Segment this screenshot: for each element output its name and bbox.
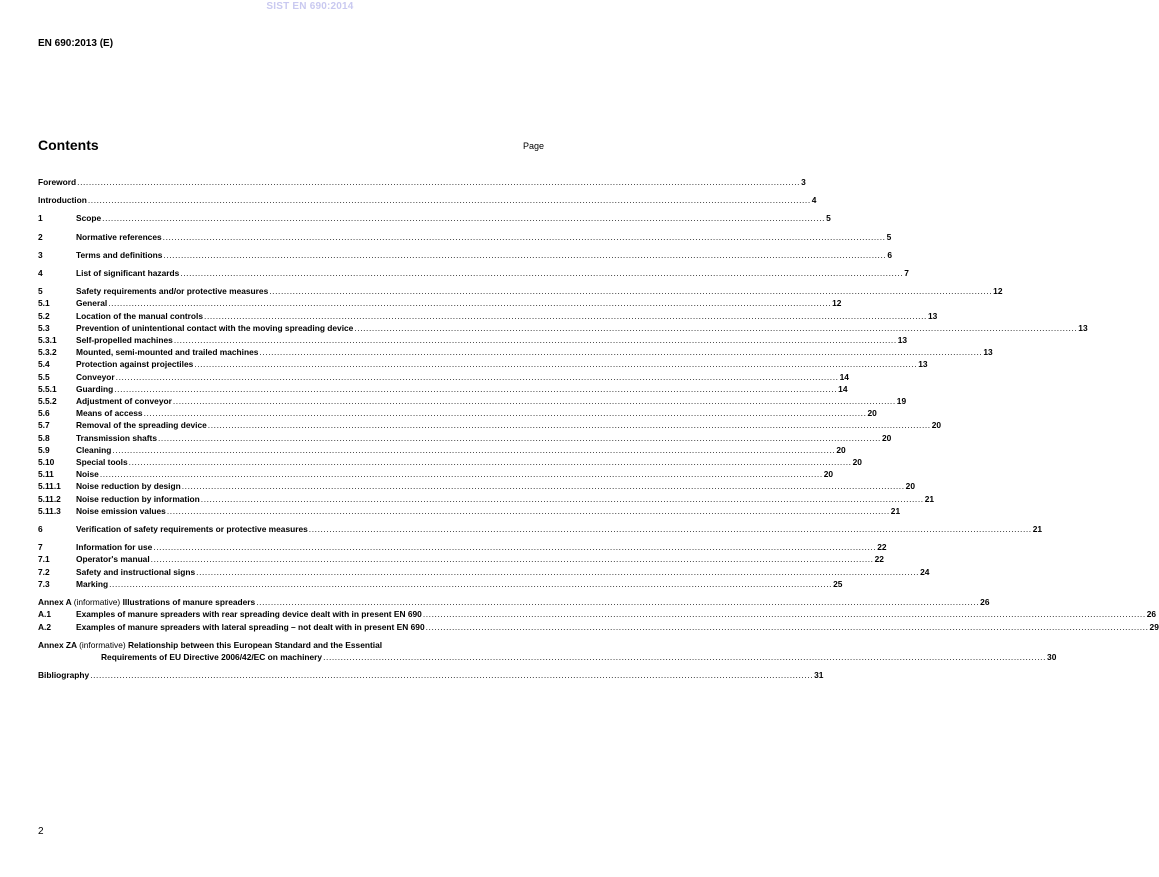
toc-title: Safety and instructional signs [76,566,196,577]
toc-number: 5.11.2 [38,493,61,504]
dot-leader [102,212,825,224]
dot-leader [196,566,919,578]
toc-title: Safety requirements and/or protective measures [76,286,269,297]
toc-number: A.1 [38,609,52,620]
document-id: EN 690:2013 (E) [38,38,114,49]
toc-title: Protection against projectiles [76,359,194,370]
toc-title: Special tools [76,457,128,468]
page-column-heading: Page [522,141,544,151]
toc-title: Noise reduction by design [76,481,181,492]
dot-leader [180,267,903,279]
toc-number: 5.3.1 [38,335,57,346]
toc-page: 13 [1078,322,1088,333]
toc-number: A.2 [38,621,52,632]
dot-leader [323,651,1046,663]
toc-page: 21 [1032,524,1043,535]
toc-title: Guarding [76,383,114,394]
toc-main-entries [38,176,1088,590]
toc-number: 3 [38,249,43,260]
toc-page: 13 [897,335,908,346]
toc-number: 5.6 [38,408,50,419]
dot-leader [109,578,832,590]
toc-number: 5.11.1 [38,481,61,492]
toc-entry[interactable] [38,322,1088,334]
toc-entry[interactable] [38,395,907,407]
toc-entry[interactable] [38,493,935,505]
toc-number: 7 [38,542,43,553]
toc-entry[interactable] [38,468,834,480]
toc-number: 1 [38,213,43,224]
dot-leader [100,468,823,480]
toc-entry[interactable] [38,456,862,468]
dot-leader [204,310,927,322]
toc-entry[interactable] [38,523,1043,535]
toc-page: 12 [832,298,842,309]
toc-entry[interactable] [38,444,846,456]
toc-title: Cleaning [76,444,112,455]
dot-leader [182,480,905,492]
toc-title: Prevention of unintentional contact with the moving spreading device [76,322,354,333]
dot-leader [129,456,852,468]
toc-entry[interactable] [38,194,817,206]
toc-entry[interactable] [38,176,806,188]
dot-leader [208,419,931,431]
dot-leader [309,523,1032,535]
toc-title: Information for use [76,542,153,553]
toc-number: 5.5.1 [38,383,57,394]
dot-leader [173,395,896,407]
toc-number: 5.4 [38,359,50,370]
toc-entry[interactable] [38,267,909,279]
toc-title: Self-propelled machines [76,335,173,346]
dot-leader [163,231,886,243]
toc-page: 26 [1146,609,1157,620]
dot-leader [151,553,874,565]
dot-leader [114,383,837,395]
toc-number: 2 [38,231,43,242]
toc-entry[interactable] [38,358,928,370]
toc-entry[interactable] [38,310,938,322]
toc-page: 20 [931,420,942,431]
toc-page: 14 [838,383,848,394]
toc-entry-annex-za[interactable] [38,639,1057,663]
watermark: SIST EN 690:2014 [266,1,354,12]
annex-za-note: (informative) [79,639,126,650]
toc-entry[interactable] [38,432,892,444]
toc-entry[interactable] [38,383,848,395]
toc-number: 5.7 [38,420,50,431]
toc-title: Noise emission values [76,505,166,516]
toc-title: Adjustment of conveyor [76,396,172,407]
dot-leader [426,621,1149,633]
dot-leader [116,371,839,383]
annex-a-label: Annex A [38,597,72,608]
toc-entry[interactable] [38,578,843,590]
toc-entry[interactable] [38,249,893,261]
toc-title: Normative references [76,231,162,242]
toc-number: 4 [38,268,43,279]
toc-entry[interactable] [38,334,908,346]
toc-page: 13 [918,359,928,370]
contents-heading: Contents [38,137,99,153]
toc-page: 24 [920,566,930,577]
toc-number: 5.3.2 [38,347,57,358]
toc-title: Operator's manual [76,554,150,565]
dot-leader [201,493,924,505]
toc-page: 12 [993,286,1003,297]
dot-leader [354,322,1077,334]
toc-title: General [76,298,108,309]
toc-entry[interactable] [38,212,831,224]
toc-entry-a1[interactable] [38,608,1157,620]
toc-number: 5.10 [38,457,55,468]
toc-page: 20 [881,432,892,443]
toc-page: 7 [904,268,909,279]
annex-za-label: Annex ZA [38,639,77,650]
toc-page: 29 [1149,621,1159,632]
toc-page: 3 [801,177,806,187]
dot-leader [423,608,1146,620]
dot-leader [269,285,992,297]
toc-number: 6 [38,524,43,535]
toc-entry[interactable] [38,419,942,431]
toc-title: Scope [76,213,102,224]
dot-leader [108,297,831,309]
toc-number: 5.8 [38,432,50,443]
dot-leader [77,176,800,188]
toc-entry-annex-a[interactable] [38,596,990,608]
toc-page: 20 [836,444,846,455]
toc-page: 20 [905,481,915,492]
dot-leader [144,407,867,419]
toc-page: 13 [983,347,993,358]
toc-title: Terms and definitions [76,249,163,260]
toc-entry[interactable] [38,407,877,419]
toc-number: 5.9 [38,444,50,455]
dot-leader [174,334,897,346]
dot-leader [153,541,876,553]
toc-page: 4 [811,195,817,206]
toc-number: 5 [38,286,43,297]
dot-leader [259,346,982,358]
dot-leader [88,194,811,206]
dot-leader [194,358,917,370]
toc-number: 7.1 [38,554,50,565]
toc-number: 7.3 [38,578,50,589]
toc-page: 5 [826,213,831,224]
toc-page: 13 [927,310,938,321]
toc-page: 14 [839,371,849,382]
toc-page: 21 [890,505,901,516]
toc-title: Location of the manual controls [76,310,204,321]
toc-entry-bibliography[interactable] [38,669,824,681]
annex-za-title-line1: Relationship between this European Standard and the Essential [127,639,383,650]
toc-number: 5.5.2 [38,396,57,407]
toc-title: Transmission shafts [76,432,157,443]
toc-entry[interactable] [38,566,930,578]
toc-title: Removal of the spreading device [76,420,207,431]
toc-title: Verification of safety requirements or protective measures [76,524,308,535]
toc-title: Examples of manure spreaders with lateral spreading – not dealt with in present EN 690 [76,621,425,632]
toc-entry[interactable] [38,346,993,358]
annex-a-note: (informative) [73,597,121,608]
toc-number: 7.2 [38,566,50,577]
toc-number: 5.11 [38,469,54,480]
annex-a-title: Illustrations of manure spreaders [122,597,256,608]
toc-title: Mounted, semi-mounted and trailed machines [76,347,259,358]
toc-entry[interactable] [38,541,887,553]
annex-za-page: 30 [1047,651,1057,662]
toc-entry[interactable] [38,285,1003,297]
toc-title: Foreword [38,177,77,187]
toc-page: 19 [896,396,907,407]
toc-page: 20 [823,469,834,480]
toc-title: Noise reduction by information [76,493,200,504]
toc-entry-a2[interactable] [38,621,1159,633]
toc-title: Examples of manure spreaders with rear spreading device dealt with in present EN 690 [76,609,422,620]
toc-page: 21 [924,493,935,504]
dot-leader [158,432,881,444]
dot-leader [112,444,835,456]
toc-entry[interactable] [38,505,901,517]
dot-leader [167,505,890,517]
toc-title: Conveyor [76,371,115,382]
dot-leader [163,249,886,261]
toc-page: 20 [867,408,877,419]
toc-title: Noise [76,469,99,480]
footer-page-number: 2 [38,826,44,837]
toc-number: 5.11.3 [38,505,61,516]
toc-page: 6 [887,249,893,260]
bibliography-title: Bibliography [38,670,90,681]
dot-leader [90,669,813,681]
toc-entry[interactable] [38,480,915,492]
toc-page: 5 [886,231,892,242]
toc-number: 5.2 [38,310,50,321]
toc-page: 22 [874,554,884,565]
annex-za-title-line2: Requirements of EU Directive 2006/42/EC on machinery [101,651,323,662]
toc-entry[interactable] [38,371,849,383]
dot-leader [256,596,979,608]
toc-title: Introduction [38,195,87,206]
toc-page: 25 [833,578,843,589]
table-of-contents [38,176,1159,681]
toc-title: Means of access [76,408,143,419]
bibliography-page: 31 [814,670,824,681]
annex-a-page: 26 [980,597,990,608]
toc-entry[interactable] [38,231,892,243]
toc-number: 5.1 [38,298,50,309]
toc-entry[interactable] [38,297,842,309]
toc-entry[interactable] [38,553,884,565]
toc-title: List of significant hazards [76,268,180,279]
toc-number: 5.3 [38,322,50,333]
toc-title: Marking [76,578,109,589]
toc-page: 22 [877,542,887,553]
toc-page: 20 [852,457,862,468]
toc-number: 5.5 [38,371,50,382]
